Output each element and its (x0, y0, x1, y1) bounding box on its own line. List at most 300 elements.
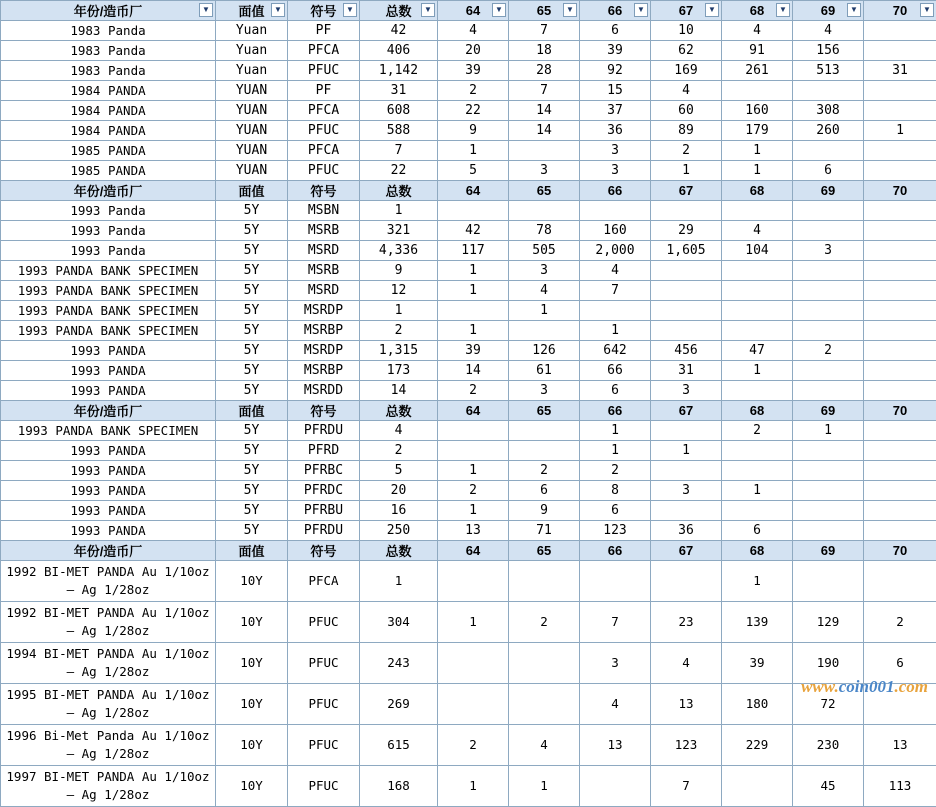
data-cell (509, 141, 580, 161)
row-label-cell: 1993 PANDA (1, 381, 216, 401)
watermark-part3: .com (894, 677, 928, 696)
data-cell: 1 (438, 766, 509, 807)
data-cell: 39 (438, 61, 509, 81)
data-cell: 5Y (216, 321, 288, 341)
data-cell: 304 (360, 602, 438, 643)
data-cell: PF (288, 81, 360, 101)
data-cell (438, 421, 509, 441)
column-header-cell (864, 541, 936, 561)
data-cell: 23 (651, 602, 722, 643)
data-cell: 456 (651, 341, 722, 361)
table-row (1, 61, 936, 81)
data-cell: 5Y (216, 261, 288, 281)
data-cell (438, 441, 509, 461)
column-header-cell (216, 541, 288, 561)
data-cell: 14 (509, 101, 580, 121)
table-row (1, 81, 936, 101)
column-header-label: 65 (537, 3, 551, 18)
data-cell (793, 381, 864, 401)
filter-dropdown-icon[interactable]: ▼ (776, 3, 790, 17)
data-cell: 14 (438, 361, 509, 381)
data-cell: 10 (651, 21, 722, 41)
data-cell: 39 (722, 643, 793, 684)
data-cell: PFUC (288, 684, 360, 725)
data-cell: 5Y (216, 501, 288, 521)
data-cell (864, 561, 936, 602)
row-label-cell: 1984 PANDA (1, 101, 216, 121)
data-cell (864, 421, 936, 441)
data-cell: 1 (864, 121, 936, 141)
data-cell: 6 (580, 501, 651, 521)
column-header-label: 64 (466, 403, 480, 418)
data-cell: PFRDU (288, 521, 360, 541)
row-label-cell: 1993 Panda (1, 201, 216, 221)
data-cell: 2 (793, 341, 864, 361)
data-cell: MSRBP (288, 361, 360, 381)
data-cell: 45 (793, 766, 864, 807)
column-header-label: 67 (679, 183, 693, 198)
data-cell: 3 (580, 141, 651, 161)
data-cell: 3 (509, 261, 580, 281)
data-cell (864, 261, 936, 281)
data-cell (651, 301, 722, 321)
data-cell (438, 643, 509, 684)
row-label-cell: 1993 PANDA (1, 461, 216, 481)
data-cell: 9 (360, 261, 438, 281)
column-header-label: 67 (679, 543, 693, 558)
column-header-cell (288, 181, 360, 201)
data-cell (793, 81, 864, 101)
data-cell: 4 (651, 81, 722, 101)
data-cell (722, 441, 793, 461)
data-cell: 1 (438, 141, 509, 161)
data-cell: 4 (360, 421, 438, 441)
row-label-cell: 1984 PANDA (1, 81, 216, 101)
column-header-cell (438, 401, 509, 421)
data-cell: 6 (864, 643, 936, 684)
row-label-cell: 1995 BI-MET PANDA Au 1/10oz – Ag 1/28oz (1, 684, 216, 725)
column-header-cell (509, 1, 580, 21)
filter-dropdown-icon[interactable]: ▼ (847, 3, 861, 17)
data-cell (793, 561, 864, 602)
data-cell: 1 (722, 561, 793, 602)
data-cell: 117 (438, 241, 509, 261)
column-header-label: 66 (608, 183, 622, 198)
data-cell (438, 201, 509, 221)
data-cell: 123 (580, 521, 651, 541)
column-header-cell (722, 181, 793, 201)
column-header-label: 符号 (310, 544, 336, 559)
table-row (1, 281, 936, 301)
data-cell (509, 421, 580, 441)
column-header-label: 69 (821, 3, 835, 18)
data-cell (651, 461, 722, 481)
data-cell: 15 (580, 81, 651, 101)
data-cell: 243 (360, 643, 438, 684)
data-cell: 71 (509, 521, 580, 541)
data-cell: 2,000 (580, 241, 651, 261)
column-header-label: 总数 (385, 4, 411, 19)
column-header-label: 64 (466, 543, 480, 558)
table-row (1, 21, 936, 41)
data-cell: 7 (509, 81, 580, 101)
data-cell: 66 (580, 361, 651, 381)
data-cell (864, 221, 936, 241)
column-header-label: 面值 (238, 544, 264, 559)
data-cell (722, 201, 793, 221)
column-header-row (1, 401, 936, 421)
data-cell: 28 (509, 61, 580, 81)
row-label-cell: 1985 PANDA (1, 141, 216, 161)
data-cell: 229 (722, 725, 793, 766)
data-cell (651, 421, 722, 441)
data-cell: 62 (651, 41, 722, 61)
data-cell: 14 (509, 121, 580, 141)
data-cell: 1 (438, 281, 509, 301)
table-row (1, 101, 936, 121)
data-cell: 2 (580, 461, 651, 481)
data-cell: 22 (360, 161, 438, 181)
column-header-label: 68 (750, 543, 764, 558)
data-cell: 10Y (216, 725, 288, 766)
filter-dropdown-icon[interactable]: ▼ (563, 3, 577, 17)
data-cell: 123 (651, 725, 722, 766)
table-row (1, 561, 936, 602)
data-cell: 4 (793, 21, 864, 41)
data-cell (793, 321, 864, 341)
data-cell (651, 321, 722, 341)
data-cell: 156 (793, 41, 864, 61)
row-label-cell: 1993 PANDA BANK SPECIMEN (1, 321, 216, 341)
column-header-label: 66 (608, 543, 622, 558)
data-cell (793, 501, 864, 521)
data-cell: MSRDP (288, 301, 360, 321)
data-cell: 13 (438, 521, 509, 541)
data-cell (793, 441, 864, 461)
filter-dropdown-icon[interactable]: ▼ (705, 3, 719, 17)
row-label-cell: 1992 BI-MET PANDA Au 1/10oz – Ag 1/28oz (1, 561, 216, 602)
data-cell: 10Y (216, 602, 288, 643)
column-header-label: 总数 (385, 544, 411, 559)
data-cell: 4 (722, 221, 793, 241)
data-cell: 5Y (216, 421, 288, 441)
data-cell (438, 684, 509, 725)
data-cell: 37 (580, 101, 651, 121)
data-cell: 6 (580, 21, 651, 41)
table-row (1, 725, 936, 766)
data-cell: 5Y (216, 201, 288, 221)
data-cell (864, 501, 936, 521)
data-cell (722, 501, 793, 521)
data-cell: 47 (722, 341, 793, 361)
column-header-label: 68 (750, 403, 764, 418)
column-header-cell (1, 541, 216, 561)
data-cell: 42 (360, 21, 438, 41)
column-header-cell (360, 541, 438, 561)
table-row (1, 241, 936, 261)
table-row (1, 221, 936, 241)
data-cell: 6 (793, 161, 864, 181)
filter-dropdown-icon[interactable]: ▼ (492, 3, 506, 17)
data-cell (864, 481, 936, 501)
column-header-label: 总数 (385, 404, 411, 419)
data-cell: PFRD (288, 441, 360, 461)
row-label-cell: 1993 PANDA (1, 341, 216, 361)
data-cell (864, 161, 936, 181)
column-header-cell (216, 1, 288, 21)
data-cell: MSRD (288, 241, 360, 261)
data-cell (651, 501, 722, 521)
data-cell (722, 766, 793, 807)
column-header-label: 总数 (385, 184, 411, 199)
column-header-cell (438, 1, 509, 21)
column-header-label: 66 (608, 3, 622, 18)
data-cell: 5Y (216, 441, 288, 461)
data-cell: 5Y (216, 341, 288, 361)
data-cell: 1 (360, 561, 438, 602)
data-cell: 3 (509, 381, 580, 401)
data-cell: 2 (438, 81, 509, 101)
data-cell: 1 (360, 301, 438, 321)
data-cell: YUAN (216, 101, 288, 121)
data-cell: 230 (793, 725, 864, 766)
table-row (1, 602, 936, 643)
data-cell (864, 101, 936, 121)
data-cell: 39 (580, 41, 651, 61)
data-cell: 1 (722, 361, 793, 381)
data-cell (864, 301, 936, 321)
table-row (1, 643, 936, 684)
column-header-label: 69 (821, 183, 835, 198)
data-cell: Yuan (216, 61, 288, 81)
row-label-cell: 1993 PANDA BANK SPECIMEN (1, 421, 216, 441)
column-header-cell (438, 181, 509, 201)
data-cell: 1 (360, 201, 438, 221)
data-cell (864, 81, 936, 101)
table-row (1, 201, 936, 221)
data-cell: 4 (580, 261, 651, 281)
data-cell (438, 561, 509, 602)
data-cell (509, 441, 580, 461)
data-cell: PFUC (288, 725, 360, 766)
table-row (1, 441, 936, 461)
table-row (1, 421, 936, 441)
data-cell: PFUC (288, 121, 360, 141)
data-cell: 1,605 (651, 241, 722, 261)
data-cell: 91 (722, 41, 793, 61)
column-header-cell (722, 1, 793, 21)
data-cell (509, 321, 580, 341)
column-header-cell (509, 541, 580, 561)
data-cell (722, 281, 793, 301)
data-cell (864, 341, 936, 361)
row-label-cell: 1993 PANDA (1, 361, 216, 381)
column-header-label: 70 (893, 543, 907, 558)
data-cell: 190 (793, 643, 864, 684)
data-cell: 169 (651, 61, 722, 81)
row-label-cell: 1996 Bi-Met Panda Au 1/10oz – Ag 1/28oz (1, 725, 216, 766)
row-label-cell: 1993 Panda (1, 221, 216, 241)
data-cell (722, 301, 793, 321)
data-cell: MSBN (288, 201, 360, 221)
column-header-cell (864, 1, 936, 21)
data-cell: 1 (438, 602, 509, 643)
column-header-label: 64 (466, 183, 480, 198)
data-cell: PF (288, 21, 360, 41)
data-cell: YUAN (216, 141, 288, 161)
data-cell: PFCA (288, 561, 360, 602)
data-cell: 2 (438, 725, 509, 766)
data-cell: 1 (509, 766, 580, 807)
column-header-label: 69 (821, 543, 835, 558)
data-cell: 2 (360, 321, 438, 341)
column-header-label: 69 (821, 403, 835, 418)
column-header-label: 65 (537, 183, 551, 198)
data-cell (722, 381, 793, 401)
filter-dropdown-icon[interactable]: ▼ (920, 3, 934, 17)
data-cell (864, 281, 936, 301)
data-cell: 18 (509, 41, 580, 61)
data-cell: PFRDC (288, 481, 360, 501)
table-row (1, 501, 936, 521)
data-cell (864, 321, 936, 341)
column-header-cell (651, 541, 722, 561)
column-header-label: 年份/造币厂 (74, 544, 143, 559)
data-cell: 4 (722, 21, 793, 41)
data-cell: 31 (360, 81, 438, 101)
data-cell: MSRD (288, 281, 360, 301)
data-cell: 104 (722, 241, 793, 261)
column-header-cell (360, 401, 438, 421)
data-cell: 4 (509, 281, 580, 301)
data-cell: 29 (651, 221, 722, 241)
column-header-label: 65 (537, 543, 551, 558)
data-cell: 13 (580, 725, 651, 766)
data-cell: 139 (722, 602, 793, 643)
data-cell: 9 (438, 121, 509, 141)
column-header-cell (722, 401, 793, 421)
data-cell (864, 441, 936, 461)
data-cell: 126 (509, 341, 580, 361)
data-cell (722, 321, 793, 341)
filter-dropdown-icon[interactable]: ▼ (634, 3, 648, 17)
data-cell: 36 (651, 521, 722, 541)
data-cell: 10Y (216, 684, 288, 725)
data-cell: 160 (722, 101, 793, 121)
data-cell: 3 (651, 381, 722, 401)
data-cell: 5Y (216, 461, 288, 481)
row-label-cell: 1993 PANDA BANK SPECIMEN (1, 281, 216, 301)
column-header-cell (360, 1, 438, 21)
row-label-cell: 1993 PANDA (1, 521, 216, 541)
data-cell: 6 (722, 521, 793, 541)
data-cell: 4 (438, 21, 509, 41)
table-row (1, 461, 936, 481)
data-cell: Yuan (216, 41, 288, 61)
filter-dropdown-icon[interactable]: ▼ (343, 3, 357, 17)
data-cell (580, 301, 651, 321)
data-cell (651, 281, 722, 301)
data-cell: 3 (509, 161, 580, 181)
table-row (1, 684, 936, 725)
column-header-label: 68 (750, 3, 764, 18)
data-cell (438, 301, 509, 321)
column-header-label: 年份/造币厂 (74, 404, 143, 419)
column-header-label: 符号 (310, 4, 336, 19)
row-label-cell: 1993 PANDA (1, 441, 216, 461)
filter-dropdown-icon[interactable]: ▼ (421, 3, 435, 17)
table-row (1, 766, 936, 807)
column-header-label: 面值 (238, 184, 264, 199)
data-cell (651, 201, 722, 221)
data-cell: 78 (509, 221, 580, 241)
data-cell: 2 (651, 141, 722, 161)
data-cell: 2 (722, 421, 793, 441)
data-cell (651, 261, 722, 281)
data-cell (509, 201, 580, 221)
column-header-cell (864, 401, 936, 421)
data-cell: 269 (360, 684, 438, 725)
data-cell: 1 (438, 461, 509, 481)
data-cell: 4 (651, 643, 722, 684)
data-cell: 5Y (216, 521, 288, 541)
data-cell: 321 (360, 221, 438, 241)
column-header-label: 符号 (310, 404, 336, 419)
data-cell: MSRB (288, 221, 360, 241)
data-cell: 2 (360, 441, 438, 461)
data-cell: 1 (509, 301, 580, 321)
column-header-cell (1, 181, 216, 201)
data-cell: 5Y (216, 241, 288, 261)
data-cell: 7 (580, 602, 651, 643)
data-cell: 160 (580, 221, 651, 241)
column-header-label: 70 (893, 183, 907, 198)
column-header-cell (288, 541, 360, 561)
data-cell: 20 (438, 41, 509, 61)
filter-dropdown-icon[interactable]: ▼ (271, 3, 285, 17)
data-cell: 179 (722, 121, 793, 141)
data-cell (580, 201, 651, 221)
column-header-label: 面值 (238, 404, 264, 419)
data-cell: 7 (360, 141, 438, 161)
column-header-cell (1, 1, 216, 21)
table-row (1, 141, 936, 161)
table-row (1, 381, 936, 401)
data-cell: 1 (651, 441, 722, 461)
data-cell: 31 (651, 361, 722, 381)
data-cell: 7 (651, 766, 722, 807)
column-header-label: 年份/造币厂 (74, 184, 143, 199)
data-cell: 12 (360, 281, 438, 301)
table-row (1, 41, 936, 61)
table-row (1, 481, 936, 501)
data-cell: 14 (360, 381, 438, 401)
column-header-cell (288, 1, 360, 21)
data-cell (793, 281, 864, 301)
data-cell: 1 (438, 261, 509, 281)
data-cell: 13 (651, 684, 722, 725)
data-cell: PFUC (288, 766, 360, 807)
data-cell: 1,315 (360, 341, 438, 361)
data-cell: 1 (722, 161, 793, 181)
data-cell: 3 (651, 481, 722, 501)
data-cell: 1 (793, 421, 864, 441)
data-cell: MSRB (288, 261, 360, 281)
data-cell: 5Y (216, 381, 288, 401)
data-cell: 5Y (216, 361, 288, 381)
table-row (1, 261, 936, 281)
filter-dropdown-icon[interactable]: ▼ (199, 3, 213, 17)
